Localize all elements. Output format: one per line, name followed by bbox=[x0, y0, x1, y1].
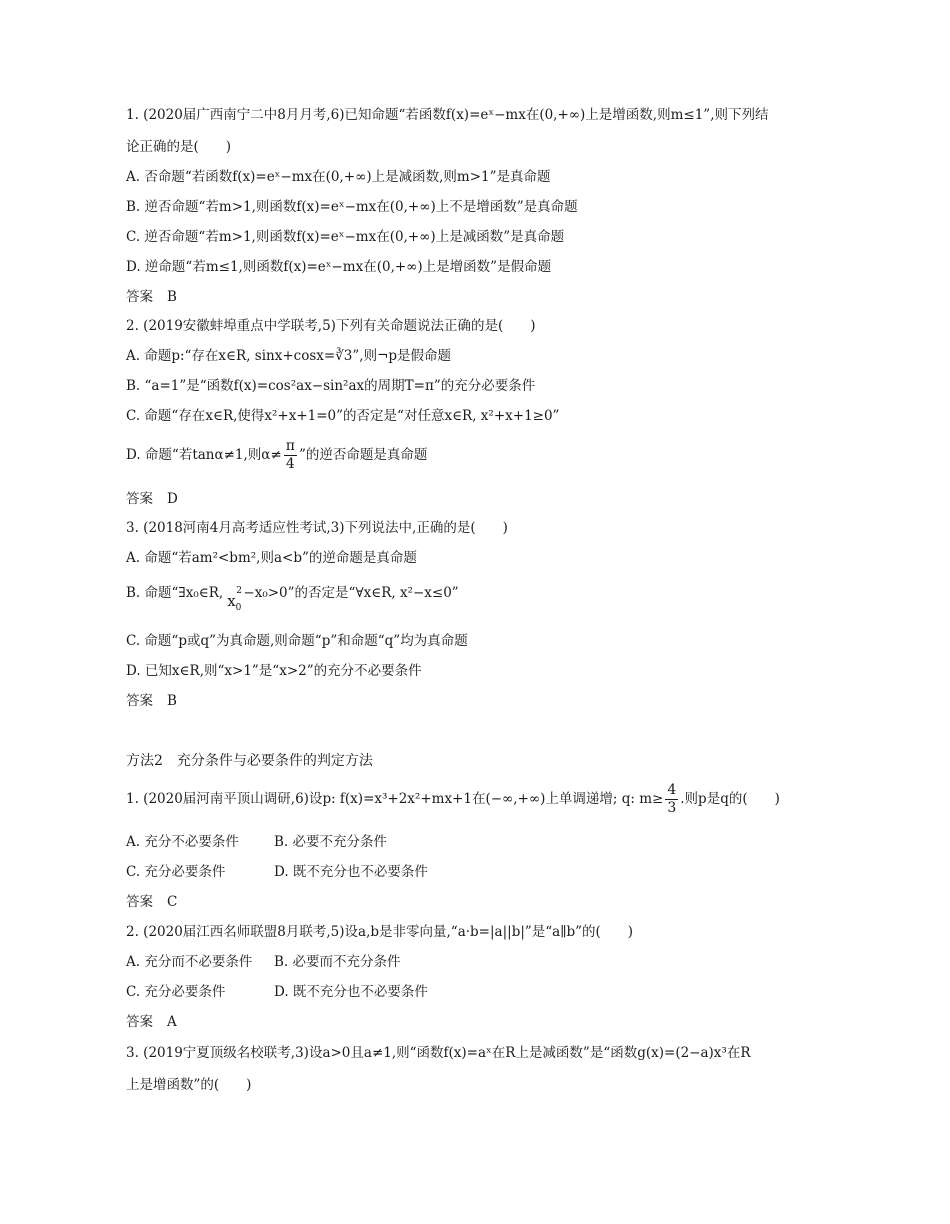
x0-var: x bbox=[227, 592, 236, 610]
p1-q1-option-b: B. 逆否命题“若m>1,则函数f(x)=eˣ−mx在(0,+∞)上不是增函数”是真命题 bbox=[126, 199, 578, 215]
p1-q2-answer bbox=[126, 489, 178, 509]
p1-q3-option-a: A. 命题“若am²<bm²,则a<b”的逆命题是真命题 bbox=[126, 550, 417, 566]
p2-q2-options-cd bbox=[126, 982, 428, 1002]
answer-label: 答案 bbox=[126, 894, 153, 910]
answer-value: A bbox=[167, 1014, 177, 1030]
p1-q1-answer bbox=[126, 287, 177, 307]
p2-q2-answer bbox=[126, 1012, 177, 1032]
answer-value: B bbox=[167, 693, 177, 709]
x0-subscript: 0 bbox=[235, 603, 242, 613]
p2-q1-options-cd bbox=[126, 862, 428, 882]
answer-value: C bbox=[167, 894, 178, 910]
p2-q1-option-b: B. 必要不充分条件 bbox=[274, 834, 388, 850]
p2-q2-option-d: D. 既不充分也不必要条件 bbox=[274, 984, 428, 1000]
p1-q3-option-c: C. 命题“p或q”为真命题,则命题“p”和命题“q”均为真命题 bbox=[126, 633, 468, 649]
answer-value: B bbox=[167, 289, 177, 305]
answer-value: D bbox=[167, 491, 178, 507]
p2-q2-option-a: A. 充分而不必要条件 bbox=[126, 954, 253, 970]
p2-q1-option-c: C. 充分必要条件 bbox=[126, 864, 226, 880]
fraction-denominator: 3 bbox=[667, 800, 677, 816]
p1-q1-option-c: C. 逆否命题“若m>1,则函数f(x)=eˣ−mx在(0,+∞)上是减函数”是真命题 bbox=[126, 229, 565, 245]
p1-q3-stem: 3. (2018河南4月高考适应性考试,3)下列说法中,正确的是( ) bbox=[126, 520, 508, 536]
fraction-4-over-3 bbox=[665, 782, 678, 817]
p1-q2-d-text-pre: D. 命题“若tanα≠1,则α≠ bbox=[126, 447, 282, 463]
answer-label: 答案 bbox=[126, 1014, 153, 1030]
p2-q1-stem-pre: 1. (2020届河南平顶山调研,6)设p: f(x)=x³+2x²+mx+1在(−∞,+∞)上单调递增; q: m≥ bbox=[126, 791, 664, 807]
p2-q2-option-c: C. 充分必要条件 bbox=[126, 984, 226, 1000]
p1-q1-option-a: A. 否命题“若函数f(x)=eˣ−mx在(0,+∞)上是减函数,则m>1”是真命题 bbox=[126, 169, 551, 185]
p1-q3-option-d: D. 已知x∈R,则“x>1”是“x>2”的充分不必要条件 bbox=[126, 663, 422, 679]
fraction-numerator: 4 bbox=[667, 782, 677, 798]
answer-label: 答案 bbox=[126, 693, 153, 709]
section-heading: 方法2 充分条件与必要条件的判定方法 bbox=[126, 753, 373, 769]
p2-q2-stem: 2. (2020届江西名师联盟8月联考,5)设a,b是非零向量,“a·b=|a||b|”是“a∥b”的( ) bbox=[126, 924, 634, 940]
p2-q1-options-ab bbox=[126, 832, 388, 852]
p2-q1-option-d: D. 既不充分也不必要条件 bbox=[274, 864, 428, 880]
p2-q1-answer bbox=[126, 892, 177, 912]
p1-q2-option-d bbox=[126, 436, 427, 474]
p1-q1-option-d: D. 逆命题“若m≤1,则函数f(x)=eˣ−mx在(0,+∞)上是增函数”是假命题 bbox=[126, 259, 552, 275]
p2-q2-options-ab bbox=[126, 952, 401, 972]
p1-q2-option-b: B. “a=1”是“函数f(x)=cos²ax−sin²ax的周期T=π”的充分必要条件 bbox=[126, 378, 536, 394]
p2-q3-stem-line1: 3. (2019宁夏顶级名校联考,3)设a>0且a≠1,则“函数f(x)=aˣ在R上是减函数”是“函数g(x)=(2−a)x³在R bbox=[126, 1045, 751, 1061]
p1-q3-option-b bbox=[126, 580, 459, 611]
p1-q1-stem-line1: 1. (2020届广西南宁二中8月月考,6)已知命题“若函数f(x)=eˣ−mx在(0,+∞)上是增函数,则m≤1”,则下列结 bbox=[126, 107, 769, 123]
answer-label: 答案 bbox=[126, 289, 153, 305]
fraction-pi-over-4 bbox=[284, 438, 297, 473]
p2-q1-stem bbox=[126, 780, 780, 818]
p1-q2-option-c: C. 命题“存在x∈R,使得x²+x+1=0”的否定是“对任意x∈R, x²+x+1≥0” bbox=[126, 408, 560, 424]
p1-q1-stem-line2: 论正确的是( ) bbox=[126, 139, 232, 155]
p2-q1-stem-post: .则p是q的( ) bbox=[680, 791, 780, 807]
p1-q2-option-a: A. 命题p:“存在x∈R, sinx+cosx=∛3”,则¬p是假命题 bbox=[126, 348, 452, 364]
p2-q3-stem-line2: 上是增函数”的( ) bbox=[126, 1077, 252, 1093]
p1-q3-b-text-pre: B. 命题“∃x₀∈R, bbox=[126, 585, 224, 601]
x0-superscript: 2 bbox=[236, 586, 242, 596]
p2-q1-option-a: A. 充分不必要条件 bbox=[126, 834, 239, 850]
p1-q2-stem: 2. (2019安徽蚌埠重点中学联考,5)下列有关命题说法正确的是( ) bbox=[126, 318, 536, 334]
fraction-numerator: π bbox=[285, 438, 295, 454]
p1-q2-d-text-post: ”的逆否命题是真命题 bbox=[298, 447, 428, 463]
p1-q3-b-text-post: −x₀>0”的否定是“∀x∈R, x²−x≤0” bbox=[243, 585, 459, 601]
x0-squared bbox=[227, 586, 242, 620]
answer-label: 答案 bbox=[126, 491, 153, 507]
p2-q2-option-b: B. 必要而不充分条件 bbox=[274, 954, 401, 970]
fraction-denominator: 4 bbox=[285, 456, 295, 472]
p1-q3-answer bbox=[126, 691, 177, 711]
